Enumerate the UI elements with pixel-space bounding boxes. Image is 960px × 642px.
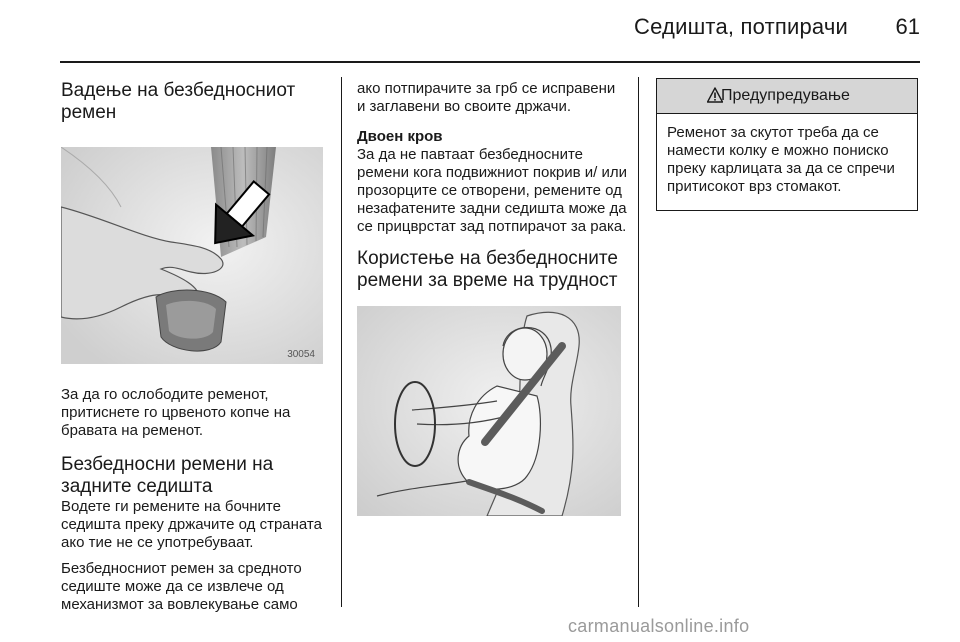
- section-heading-remove-belt: Вадење на безбедносниот ремен: [61, 80, 296, 123]
- figure-belt-buckle: [61, 147, 323, 364]
- column-divider-1: [341, 77, 342, 607]
- column-divider-2: [638, 77, 639, 607]
- subheading-sunroof: Двоен кров: [357, 128, 443, 145]
- page-header-title: Седишта, потпирачи: [634, 14, 848, 39]
- warning-triangle-icon: [707, 87, 723, 103]
- section-heading-rear-seat-belts: Безбедносни ремени на задните седишта: [61, 454, 274, 497]
- warning-box: [656, 78, 918, 211]
- figure-pregnant-driver: [357, 306, 621, 516]
- page-number: 61: [895, 14, 920, 39]
- figure-code: 30054: [287, 349, 315, 360]
- paragraph-rear-side-seats: Водете ги ремените на бочните седишта преку држачите од страната ако тие не се употребуваат.: [61, 498, 322, 551]
- column-1: [61, 80, 331, 614]
- warning-header: [657, 79, 917, 114]
- column-2: [357, 80, 627, 516]
- column-3: [656, 78, 918, 211]
- belt-buckle-illustration: [61, 147, 323, 364]
- watermark: carmanualsonline.info: [568, 616, 750, 636]
- warning-title: Предупредување: [721, 87, 850, 104]
- paragraph-release-belt: За да го ослободите ременот, притиснете го црвеното копче на бравата на ременот.: [61, 386, 291, 439]
- paragraph-middle-seat: Безбедносниот ремен за средното седиште може да се извлече од механизмот за вовлекување само: [61, 560, 302, 613]
- header-rule: [60, 61, 920, 63]
- paragraph-continued: ако потпирачите за грб се исправени и заглавени во своите држачи.: [357, 80, 616, 115]
- pregnant-driver-illustration: [357, 306, 621, 516]
- section-heading-pregnancy: Користење на безбедносните ремени за време на трудност: [357, 248, 618, 291]
- paragraph-sunroof: За да не павтаат безбедносните ремени кога подвижниот покрив и/ или прозорците се отворени, ремените од незафатените задни седишта може да се прицврстат зад потпирачот за рака.: [357, 146, 627, 235]
- warning-text: Ременот за скутот треба да се намести колку е можно пониско преку карлицата за да се спречи притисокот врз стомакот.: [667, 124, 895, 195]
